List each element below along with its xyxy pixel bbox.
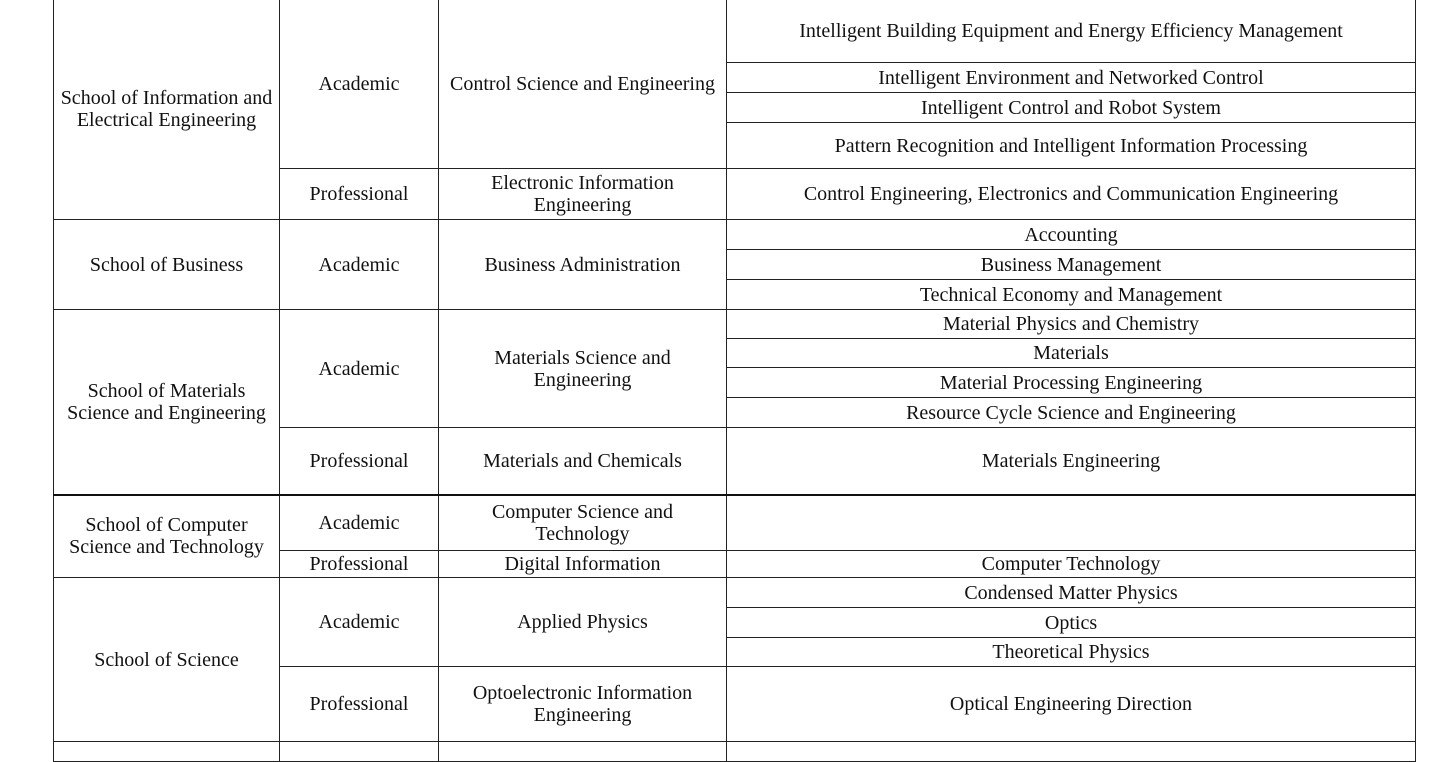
- discipline-cell: Digital Information: [439, 551, 727, 578]
- school-cell: School of Business: [54, 220, 280, 310]
- discipline-cell: Optoelectronic Information Engineering: [439, 667, 727, 742]
- field-cell: Resource Cycle Science and Engineering: [727, 398, 1416, 428]
- program-table: [53, 0, 1416, 762]
- discipline-cell: Computer Science and Technology: [439, 495, 727, 551]
- field-cell: Condensed Matter Physics: [727, 578, 1416, 608]
- program-type-cell: Academic: [280, 495, 439, 551]
- program-type-cell: Academic: [280, 220, 439, 310]
- field-cell: Computer Technology: [727, 551, 1416, 578]
- discipline-cell: Control Science and Engineering: [439, 0, 727, 169]
- field-cell: Intelligent Building Equipment and Energy Efficiency Management: [727, 0, 1416, 63]
- field-cell: Theoretical Physics: [727, 638, 1416, 667]
- discipline-cell: Materials and Chemicals: [439, 428, 727, 495]
- discipline-cell: Applied Physics: [439, 578, 727, 667]
- field-cell: Optics: [727, 608, 1416, 638]
- field-cell: Optical Engineering Direction: [727, 667, 1416, 742]
- school-cell: School of Materials Science and Engineering: [54, 310, 280, 495]
- program-type-cell: Professional: [280, 428, 439, 495]
- field-cell: Material Physics and Chemistry: [727, 310, 1416, 339]
- discipline-cell: Electronic Information Engineering: [439, 169, 727, 220]
- program-type-cell: Professional: [280, 667, 439, 742]
- field-cell: Intelligent Environment and Networked Control: [727, 63, 1416, 93]
- table-row: [54, 578, 1416, 608]
- program-type-cell: Professional: [280, 551, 439, 578]
- table-row: [54, 495, 1416, 551]
- school-cell: School of Science: [54, 578, 280, 742]
- field-cell: Business Management: [727, 250, 1416, 280]
- discipline-cell: Business Administration: [439, 220, 727, 310]
- program-type-cell: [280, 742, 439, 762]
- discipline-cell: [439, 742, 727, 762]
- program-type-cell: Professional: [280, 169, 439, 220]
- school-cell: [54, 742, 280, 762]
- field-cell: Materials: [727, 339, 1416, 368]
- field-cell: Accounting: [727, 220, 1416, 250]
- field-cell: Technical Economy and Management: [727, 280, 1416, 310]
- field-cell: Materials Engineering: [727, 428, 1416, 495]
- school-cell: School of Computer Science and Technology: [54, 495, 280, 578]
- field-cell: Material Processing Engineering: [727, 368, 1416, 398]
- table-row: [54, 220, 1416, 250]
- table-row: [54, 310, 1416, 339]
- field-cell: [727, 495, 1416, 551]
- field-cell: Intelligent Control and Robot System: [727, 93, 1416, 123]
- discipline-cell: Materials Science and Engineering: [439, 310, 727, 428]
- table-row: [54, 0, 1416, 63]
- field-cell: Control Engineering, Electronics and Communication Engineering: [727, 169, 1416, 220]
- field-cell: [727, 742, 1416, 762]
- table-row: [54, 742, 1416, 762]
- program-type-cell: Academic: [280, 0, 439, 169]
- field-cell: Pattern Recognition and Intelligent Information Processing: [727, 123, 1416, 169]
- program-type-cell: Academic: [280, 310, 439, 428]
- program-type-cell: Academic: [280, 578, 439, 667]
- school-cell: School of Information and Electrical Engineering: [54, 0, 280, 220]
